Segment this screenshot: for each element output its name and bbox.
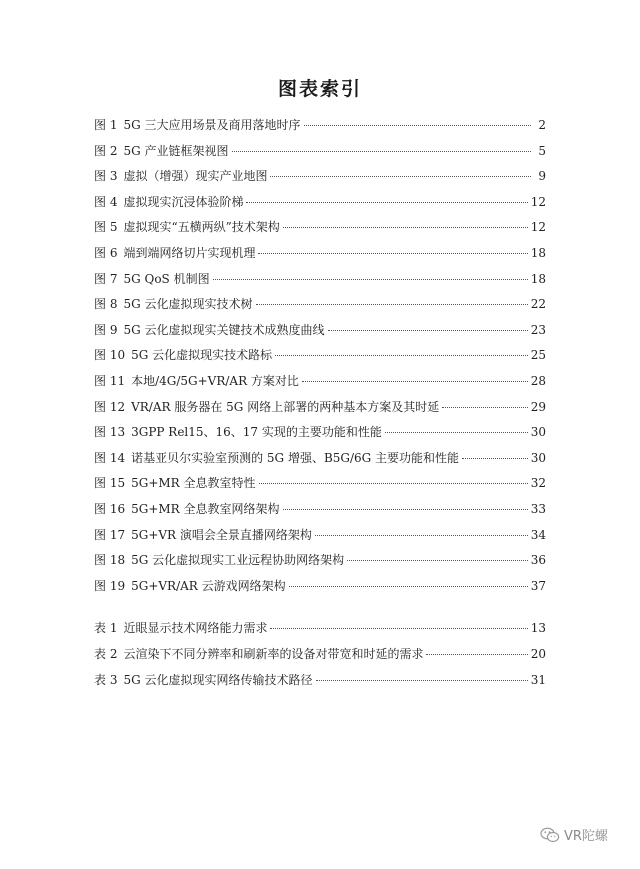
entry-title: 5G+MR 全息教室特性: [131, 476, 256, 491]
dot-leader: [385, 432, 528, 433]
entry-label: 图 15: [94, 476, 126, 491]
entry-title: 虚拟现实“五横两纵”技术架构: [123, 220, 280, 235]
figure-index-entry[interactable]: [94, 395, 546, 421]
entry-title: 5G+VR/AR 云游戏网络架构: [131, 578, 286, 593]
entry-page-number: 20: [530, 647, 546, 662]
figure-index-entry[interactable]: [94, 164, 546, 190]
entry-label: 图 18: [94, 553, 126, 568]
entry-label: 表 3: [94, 673, 118, 688]
dot-leader: [283, 227, 528, 228]
entry-page-number: 30: [530, 425, 546, 440]
entry-label: 图 11: [94, 373, 126, 388]
entry-title: 3GPP Rel15、16、17 实现的主要功能和性能: [131, 425, 382, 440]
dot-leader: [275, 355, 528, 356]
entry-title: 5G+MR 全息教室网络架构: [131, 501, 280, 516]
entry-page-number: 30: [530, 450, 546, 465]
dot-leader: [316, 680, 528, 681]
watermark: [540, 825, 608, 844]
entry-title: 云渲染下不同分辨率和刷新率的设备对带宽和时延的需求: [123, 647, 424, 662]
figure-index-entry[interactable]: [94, 497, 546, 523]
entry-label: 图 5: [94, 220, 118, 235]
dot-leader: [302, 381, 528, 382]
table-index-entry[interactable]: [94, 615, 546, 641]
entry-page-number: 2: [538, 118, 546, 132]
dot-leader: [256, 304, 528, 305]
entry-page-number: 18: [530, 271, 546, 286]
entry-label: 图 17: [94, 527, 126, 542]
dot-leader: [246, 202, 527, 203]
entry-title: 5G 三大应用场景及商用落地时序: [123, 118, 301, 132]
entry-page-number: 29: [530, 399, 546, 414]
entry-title: 本地/4G/5G+VR/AR 方案对比: [131, 373, 299, 388]
dot-leader: [270, 176, 531, 177]
entry-label: 表 2: [94, 647, 118, 662]
figure-index-entry[interactable]: [94, 292, 546, 318]
dot-leader: [304, 125, 532, 126]
entry-page-number: 12: [530, 220, 546, 235]
figure-index-entry[interactable]: [94, 215, 546, 241]
entry-page-number: 37: [530, 578, 546, 593]
entry-label: 图 1: [94, 118, 118, 132]
figure-index-entry[interactable]: [94, 548, 546, 574]
dot-leader: [270, 628, 527, 629]
entry-title: 5G 云化虚拟现实技术路标: [131, 348, 273, 363]
dot-leader: [462, 458, 528, 459]
table-index-list: [94, 615, 546, 694]
figure-index-entry[interactable]: [94, 113, 546, 139]
entry-label: 表 1: [94, 621, 118, 635]
figure-index-entry[interactable]: [94, 241, 546, 267]
entry-title: 5G QoS 机制图: [123, 271, 210, 286]
entry-page-number: 12: [530, 194, 546, 209]
entry-page-number: 23: [530, 322, 546, 337]
entry-label: 图 8: [94, 297, 118, 312]
figure-index-entry[interactable]: [94, 471, 546, 497]
dot-leader: [258, 253, 527, 254]
dot-leader: [315, 535, 528, 536]
entry-label: 图 14: [94, 450, 126, 465]
entry-page-number: 5: [538, 143, 546, 158]
figure-index-entry[interactable]: [94, 139, 546, 165]
entry-label: 图 7: [94, 271, 118, 286]
entry-page-number: 22: [530, 297, 546, 312]
dot-leader: [259, 483, 528, 484]
entry-label: 图 19: [94, 578, 126, 593]
entry-title: 近眼显示技术网络能力需求: [123, 621, 268, 635]
dot-leader: [283, 509, 528, 510]
figure-index-entry[interactable]: [94, 420, 546, 446]
entry-title: 5G+VR 演唱会全景直播网络架构: [131, 527, 312, 542]
figure-index-entry[interactable]: [94, 574, 546, 600]
dot-leader: [347, 560, 528, 561]
entry-page-number: 18: [530, 245, 546, 260]
table-index-entry[interactable]: [94, 667, 546, 693]
entry-title: 5G 云化虚拟现实网络传输技术路径: [123, 673, 313, 688]
figure-index-entry[interactable]: [94, 190, 546, 216]
entry-label: 图 4: [94, 194, 118, 209]
page-title: 图表索引: [277, 78, 362, 100]
figure-index-entry[interactable]: [94, 523, 546, 549]
entry-page-number: 31: [530, 673, 546, 688]
entry-title: VR/AR 服务器在 5G 网络上部署的两种基本方案及其时延: [131, 399, 440, 414]
entry-label: 图 12: [94, 399, 126, 414]
figure-index-entry[interactable]: [94, 369, 546, 395]
entry-page-number: 28: [530, 373, 546, 388]
entry-label: 图 3: [94, 169, 118, 184]
figure-index-entry[interactable]: [94, 318, 546, 344]
entry-page-number: 33: [530, 501, 546, 516]
entry-title: 5G 云化虚拟现实技术树: [123, 297, 253, 312]
entry-title: 诺基亚贝尔实验室预测的 5G 增强、B5G/6G 主要功能和性能: [131, 450, 460, 465]
dot-leader: [213, 279, 528, 280]
entry-page-number: 25: [530, 348, 546, 363]
table-index-entry[interactable]: [94, 641, 546, 667]
entry-title: 虚拟（增强）现实产业地图: [123, 169, 268, 184]
figure-index-entry[interactable]: [94, 446, 546, 472]
watermark-text: VR陀螺: [564, 829, 608, 844]
entry-page-number: 13: [530, 621, 546, 635]
entry-label: 图 9: [94, 322, 118, 337]
figure-index-entry[interactable]: [94, 343, 546, 369]
wechat-icon: [540, 827, 560, 843]
entry-title: 5G 云化虚拟现实关键技术成熟度曲线: [123, 322, 325, 337]
dot-leader: [232, 151, 532, 152]
dot-leader: [328, 330, 528, 331]
entry-label: 图 6: [94, 245, 118, 260]
entry-label: 图 10: [94, 348, 126, 363]
entry-page-number: 34: [530, 527, 546, 542]
entry-title: 虚拟现实沉浸体验阶梯: [123, 194, 244, 209]
entry-label: 图 13: [94, 425, 126, 440]
entry-title: 端到端网络切片实现机理: [123, 245, 256, 260]
figure-index-entry[interactable]: [94, 267, 546, 293]
dot-leader: [426, 654, 527, 655]
entry-title: 5G 云化虚拟现实工业远程协助网络架构: [131, 553, 345, 568]
figure-index-list: [94, 113, 546, 599]
entry-label: 图 2: [94, 143, 118, 158]
dot-leader: [289, 586, 528, 587]
entry-label: 图 16: [94, 501, 126, 516]
entry-title: 5G 产业链框架视图: [123, 143, 229, 158]
entry-page-number: 9: [538, 169, 546, 184]
dot-leader: [442, 407, 528, 408]
entry-page-number: 36: [530, 553, 546, 568]
entry-page-number: 32: [530, 476, 546, 491]
